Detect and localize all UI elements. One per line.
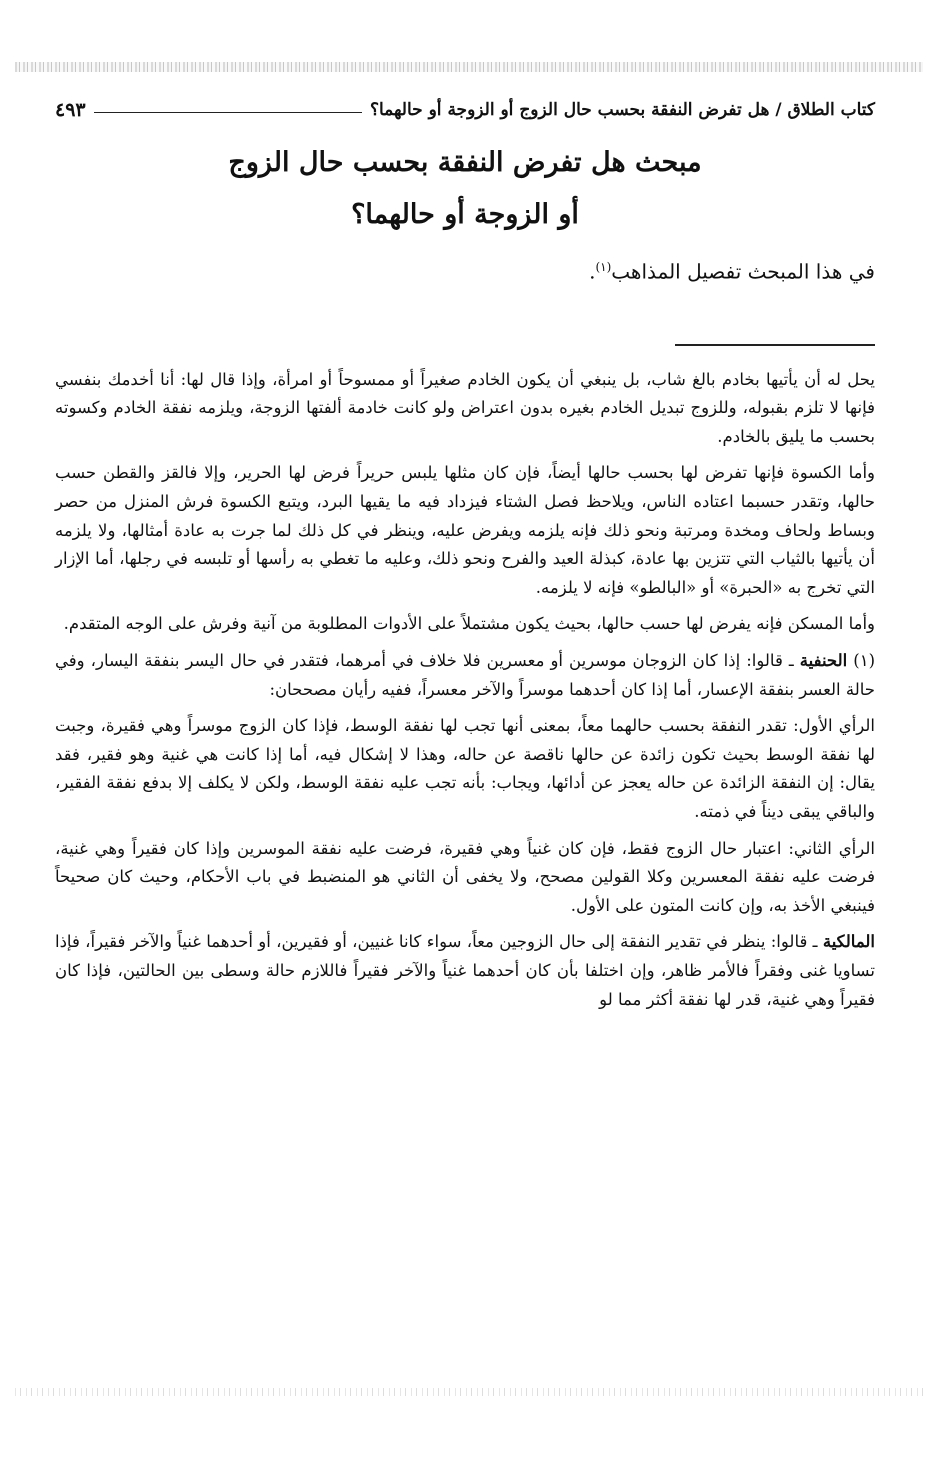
scan-edge-bottom (15, 1388, 923, 1396)
running-title: كتاب الطلاق / هل تفرض النفقة بحسب حال الزوج أو الزوجة أو حالهما؟ (369, 100, 875, 120)
page-number: ٤٩٣ (55, 99, 86, 121)
footnote-paragraph (55, 647, 875, 704)
section-title-line-2: أو الزوجة أو حالهما؟ (351, 199, 579, 230)
header-rule (94, 112, 362, 113)
section-title (55, 137, 875, 241)
footnote-paragraph (55, 928, 875, 1014)
intro-text: في هذا المبحث تفصيل المذاهب (611, 259, 875, 284)
section-title-line-1: مبحث هل تفرض النفقة بحسب حال الزوج (228, 147, 702, 178)
footnote-ref: (١) (595, 260, 612, 274)
madhhab-name-maliki: المالكية (822, 932, 875, 952)
footnote-text: الرأي الأول: تقدر النفقة بحسب حالهما معاً، بمعنى أنها تجب لها نفقة الوسط، فإذا كان الزوج موسراً وهي فقيرة، وجبت لها نفقة الوسط بحيث تكون زائدة عن حالها ناقصة عن حاله، وهذا لا إشكال فيه، أما إذا كانت هي غنية وهو فقير، فقد يقال: إن النفقة الزائدة عن حاله يعجز عن أدائها، ويجاب: بأنه تجب عليه نفقة الوسط، ولكن لا يكلف إلا بدفع نفقة الفقير، والباقي يبقى ديناً في ذمته. (55, 716, 875, 821)
footnote-separator (675, 344, 875, 346)
madhhab-name-hanafi: الحنفية (799, 651, 848, 670)
footnote-paragraph (55, 712, 875, 826)
intro-sentence (55, 249, 875, 290)
footnote-text: الرأي الثاني: اعتبار حال الزوج فقط، فإن كان غنياً وهي فقيرة، فرضت عليه نفقة الموسرين وإذا كان فقيراً وهي غنية، فرضت عليه نفقة المعسرين وكلا القولين مصحح، ولا يخفى أن الثاني هو المنضبط في باب الأحكام، وحيث كان صحيحاً فينبغي الأخذ به، وإن كانت المتون على الأول. (55, 838, 875, 915)
body-paragraph: يحل له أن يأتيها بخادم بالغ شاب، بل ينبغي أن يكون الخادم صغيراً أو ممسوحاً أو امرأة، وإذا قال لها: أنا أخدمك بنفسي فإنها لا تلزم بقبوله، وللزوج تبديل الخادم بغيره بدون اعتراض ولو كانت خادمة ألفتها الزوجة، ويلزمه نفقة الخادم وكسوته بحسب ما يليق بالخادم. (55, 369, 875, 446)
scan-edge-top (15, 62, 923, 72)
body-paragraph: وأما الكسوة فإنها تفرض لها بحسب حالها أيضاً، فإن كان مثلها يلبس حريراً فرض لها الحرير، وإلا فالقز والقطن حسب حالها، وتقدر حسبما اعتاده الناس، ويلاحظ فصل الشتاء فيزداد فيه ما يقيها البرد، ويتبع الكسوة فرش المنزل من حصر وبساط ولحاف ومخدة ومرتبة ونحو ذلك فإنه يلزمه ويفرض عليه، وينظر في كل ذلك لما جرت به عادة أمثالها، ولا يلزمه أن يأتيها بالثياب التي تتزين بها عادة، كبذلة العيد والفرح ونحو ذلك، وعليه ما تغطي به رأسها أو تلبسه في رجلها، أما الإزار التي تخرج به «الحبرة» أو «البالطو» فإنه لا يلزمه. (55, 463, 875, 597)
footnote-text: ـ قالوا: ينظر في تقدير النفقة إلى حال الزوجين معاً، سواء كانا غنيين، أو فقيرين، أو أحدهما غنياً والآخر فقيراً، فإذا تساويا غنى وفقراً فالأمر ظاهر، وإن اختلفا بأن كان أحدهما غنياً والآخر فقيراً فاللازم حالة وسطى بين الحالتين، فإذا كان فقيراً وهي غنية، قدر لها نفقة أكثر مما لو (55, 932, 875, 1009)
running-header (55, 95, 875, 125)
footnote-paragraph (55, 835, 875, 921)
body-paragraph: وأما المسكن فإنه يفرض لها حسب حالها، بحيث يكون مشتملاً على الأدوات المطلوبة من آنية وفرش على الوجه المتقدم. (63, 614, 875, 634)
footnote-number: (١) (853, 651, 876, 670)
book-page (55, 95, 875, 1022)
intro-end: . (589, 259, 596, 284)
footnote-text: ـ قالوا: إذا كان الزوجان موسرين أو معسرين فلا خلاف في أمرهما، فتقدر في حال اليسر بنفقة اليسار، وفي حالة العسر بنفقة الإعسار، أما إذا كان أحدهما موسراً والآخر معسراً، ففيه رأيان مصححان: (55, 651, 875, 699)
